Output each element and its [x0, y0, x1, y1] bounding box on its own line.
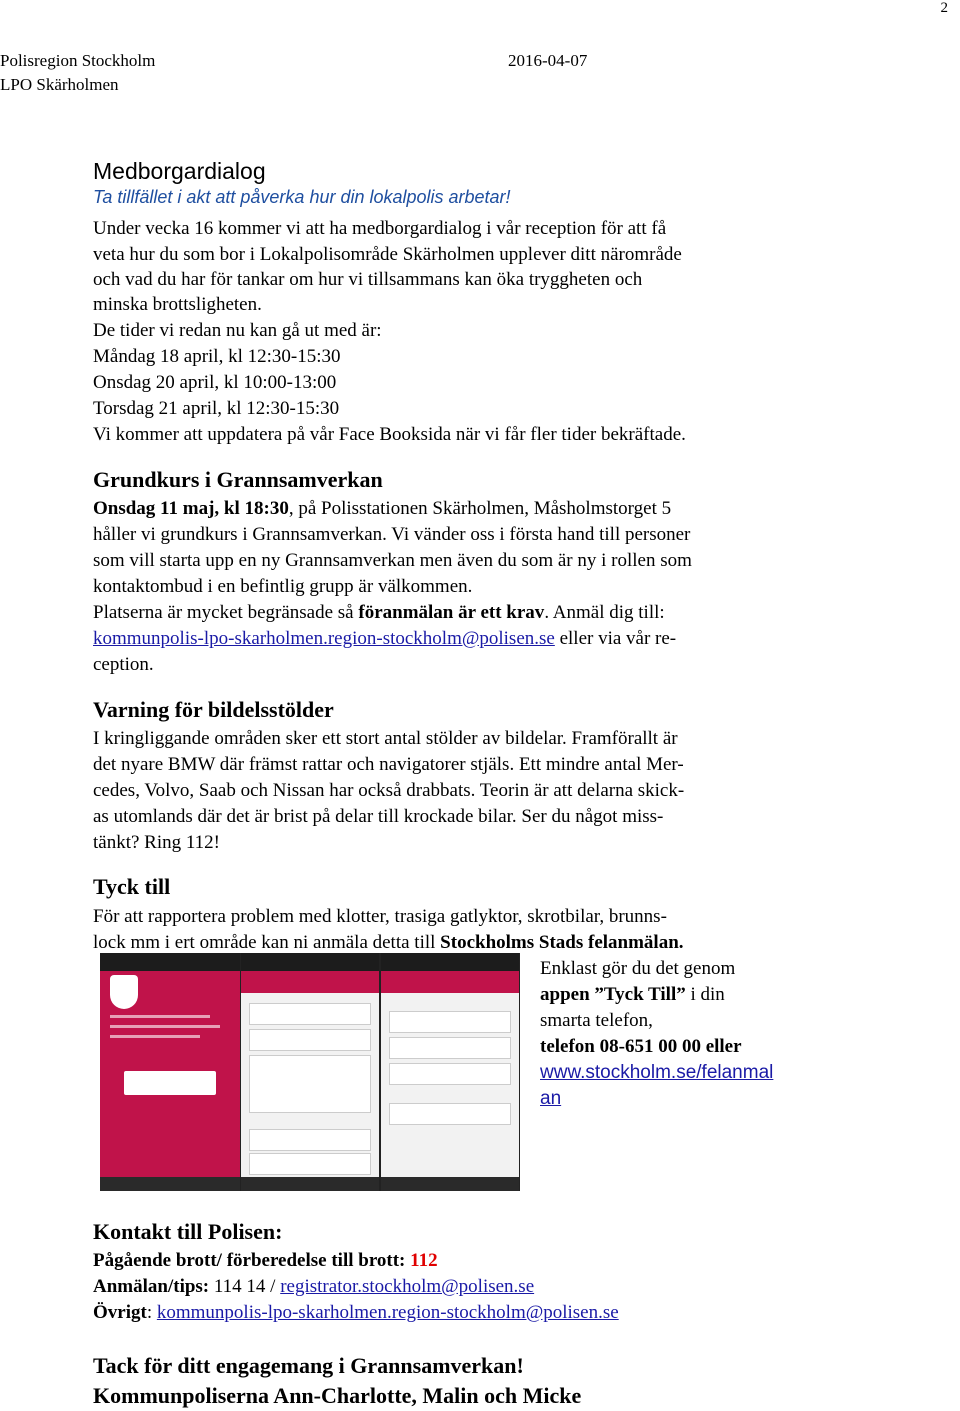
form-field — [389, 1063, 511, 1085]
varning-title: Varning för bildelsstölder — [93, 697, 334, 722]
status-bar — [241, 953, 379, 971]
text-span: . Anmäl dig till: — [544, 602, 665, 623]
other-label: Övrigt — [93, 1302, 147, 1323]
app-start-screen — [100, 953, 240, 1191]
status-bar — [100, 953, 240, 971]
stockholm-crest-icon — [110, 975, 138, 1009]
felanmalan-link[interactable]: www.stockholm.se/felanmal — [540, 1062, 774, 1083]
paragraph-line: Under vecka 16 kommer vi att ha medborgardialog i vår reception för att få — [93, 218, 667, 239]
text-span: i din — [685, 984, 725, 1005]
thanks-line: Tack för ditt engagemang i Grannsamverkan! — [93, 1353, 524, 1378]
text-placeholder — [110, 1035, 200, 1038]
tyck-title: Tyck till — [93, 874, 171, 899]
grundkurs-line: som vill starta upp en ny Grannsamverkan men även du som är ny i rollen som — [93, 550, 692, 571]
signature-line: Kommunpoliserna Ann-Charlotte, Malin och Micke — [93, 1383, 582, 1408]
title-bar — [241, 971, 379, 993]
grundkurs-line — [93, 626, 676, 652]
header-unit: LPO Skärholmen — [0, 75, 119, 94]
text-placeholder — [110, 1015, 210, 1018]
app-name: appen ”Tyck Till” — [540, 984, 686, 1005]
text-span: : — [146, 1302, 157, 1323]
form-field — [249, 1003, 371, 1025]
app-info-line: smarta telefon, — [540, 1010, 653, 1031]
facebook-note: Vi kommer att uppdatera på vår Face Booksida när vi får fler tider bekräftade. — [93, 424, 686, 445]
tips-label: Anmälan/tips: — [93, 1276, 210, 1297]
course-location: , på Polisstationen Skärholmen, Måsholmstorget 5 — [288, 498, 672, 519]
page-number: 2 — [940, 0, 948, 16]
paragraph-line: och vad du har för tankar om hur vi tillsammans kan öka tryggheten och — [93, 269, 643, 290]
header-date: 2016-04-07 — [508, 51, 588, 70]
grundkurs-line — [93, 496, 671, 522]
felanmalan-link-cont[interactable]: an — [540, 1088, 562, 1109]
app-info-line — [540, 982, 773, 1008]
form-field — [389, 1037, 511, 1059]
medborgardialog-title: Medborgardialog — [93, 158, 266, 184]
status-bar — [381, 953, 519, 971]
kontakt-tips — [93, 1274, 534, 1300]
text-span: 114 14 / — [209, 1276, 281, 1297]
text-span: eller via vår re- — [554, 628, 677, 649]
form-field — [249, 1153, 371, 1175]
form-field — [249, 1129, 371, 1151]
app-feedback-screen — [241, 953, 379, 1191]
times-intro: De tider vi redan nu kan gå ut med är: — [93, 320, 382, 341]
grundkurs-line: kontaktombud i en befintlig grupp är välkommen. — [93, 576, 473, 597]
text-span: lock mm i ert område kan ni anmäla detta till — [93, 932, 441, 953]
app-info-line: Enklast gör du det genom — [540, 958, 736, 979]
registration-required: föranmälan är ett krav — [358, 602, 545, 623]
felanmalan-name: Stockholms Stads felanmälan. — [440, 932, 684, 953]
varning-line: det nyare BMW där främst rattar och navigatorer stjäls. Ett mindre antal Mer- — [93, 754, 684, 775]
grundkurs-line — [93, 600, 665, 626]
app-phone: telefon 08-651 00 00 eller — [540, 1036, 742, 1057]
title-bar — [381, 971, 519, 993]
app-info-block — [540, 956, 773, 1112]
paragraph-line: veta hur du som bor i Lokalpolisområde Skärholmen upplever ditt närområde — [93, 244, 682, 265]
grundkurs-line: ception. — [93, 654, 154, 675]
varning-line: tänkt? Ring 112! — [93, 832, 220, 853]
kommunpolis-email-link[interactable]: kommunpolis-lpo-skarholmen.region-stockholm@polisen.se — [156, 1302, 619, 1323]
registrator-email-link[interactable]: registrator.stockholm@polisen.se — [280, 1276, 535, 1297]
form-field — [389, 1011, 511, 1033]
time-slot: Onsdag 20 april, kl 10:00-13:00 — [93, 372, 337, 393]
time-slot: Torsdag 21 april, kl 12:30-15:30 — [93, 398, 340, 419]
grundkurs-line: håller vi grundkurs i Grannsamverkan. Vi vänder oss i första hand till personer — [93, 524, 691, 545]
header-org: Polisregion Stockholm — [0, 51, 156, 70]
kontakt-emergency — [93, 1248, 438, 1274]
tyck-till-app-button — [124, 1071, 216, 1095]
tyck-line: För att rapportera problem med klotter, trasiga gatlyktor, skrotbilar, brunns- — [93, 906, 667, 927]
form-field — [389, 1103, 511, 1125]
time-slot: Måndag 18 april, kl 12:30-15:30 — [93, 346, 341, 367]
bottom-bar — [241, 1177, 379, 1191]
kontakt-title: Kontakt till Polisen: — [93, 1219, 283, 1244]
form-field — [249, 1029, 371, 1051]
form-textarea — [249, 1055, 371, 1113]
grundkurs-title: Grundkurs i Grannsamverkan — [93, 467, 383, 492]
paragraph-line: minska brottsligheten. — [93, 294, 262, 315]
varning-line: as utomlands där det är brist på delar till krockade bilar. Ser du något miss- — [93, 806, 664, 827]
kontakt-other — [93, 1300, 619, 1326]
email-link[interactable]: kommunpolis-lpo-skarholmen.region-stockholm@polisen.se — [93, 628, 555, 649]
bottom-bar — [381, 1177, 519, 1191]
app-contact-screen — [381, 953, 519, 1191]
bottom-bar — [100, 1177, 240, 1191]
text-span: Platserna är mycket begränsade så — [93, 602, 359, 623]
emergency-number: 112 — [410, 1250, 438, 1271]
text-placeholder — [110, 1025, 220, 1028]
course-date: Onsdag 11 maj, kl 18:30 — [93, 498, 289, 519]
medborgardialog-subtitle: Ta tillfället i akt att påverka hur din lokalpolis arbetar! — [93, 187, 511, 207]
varning-line: cedes, Volvo, Saab och Nissan har också drabbats. Teorin är att delarna skick- — [93, 780, 685, 801]
varning-line: I kringliggande områden sker ett stort antal stölder av bildelar. Framförallt är — [93, 728, 678, 749]
app-screenshots-image — [100, 953, 520, 1191]
emergency-label: Pågående brott/ förberedelse till brott: — [93, 1250, 411, 1271]
